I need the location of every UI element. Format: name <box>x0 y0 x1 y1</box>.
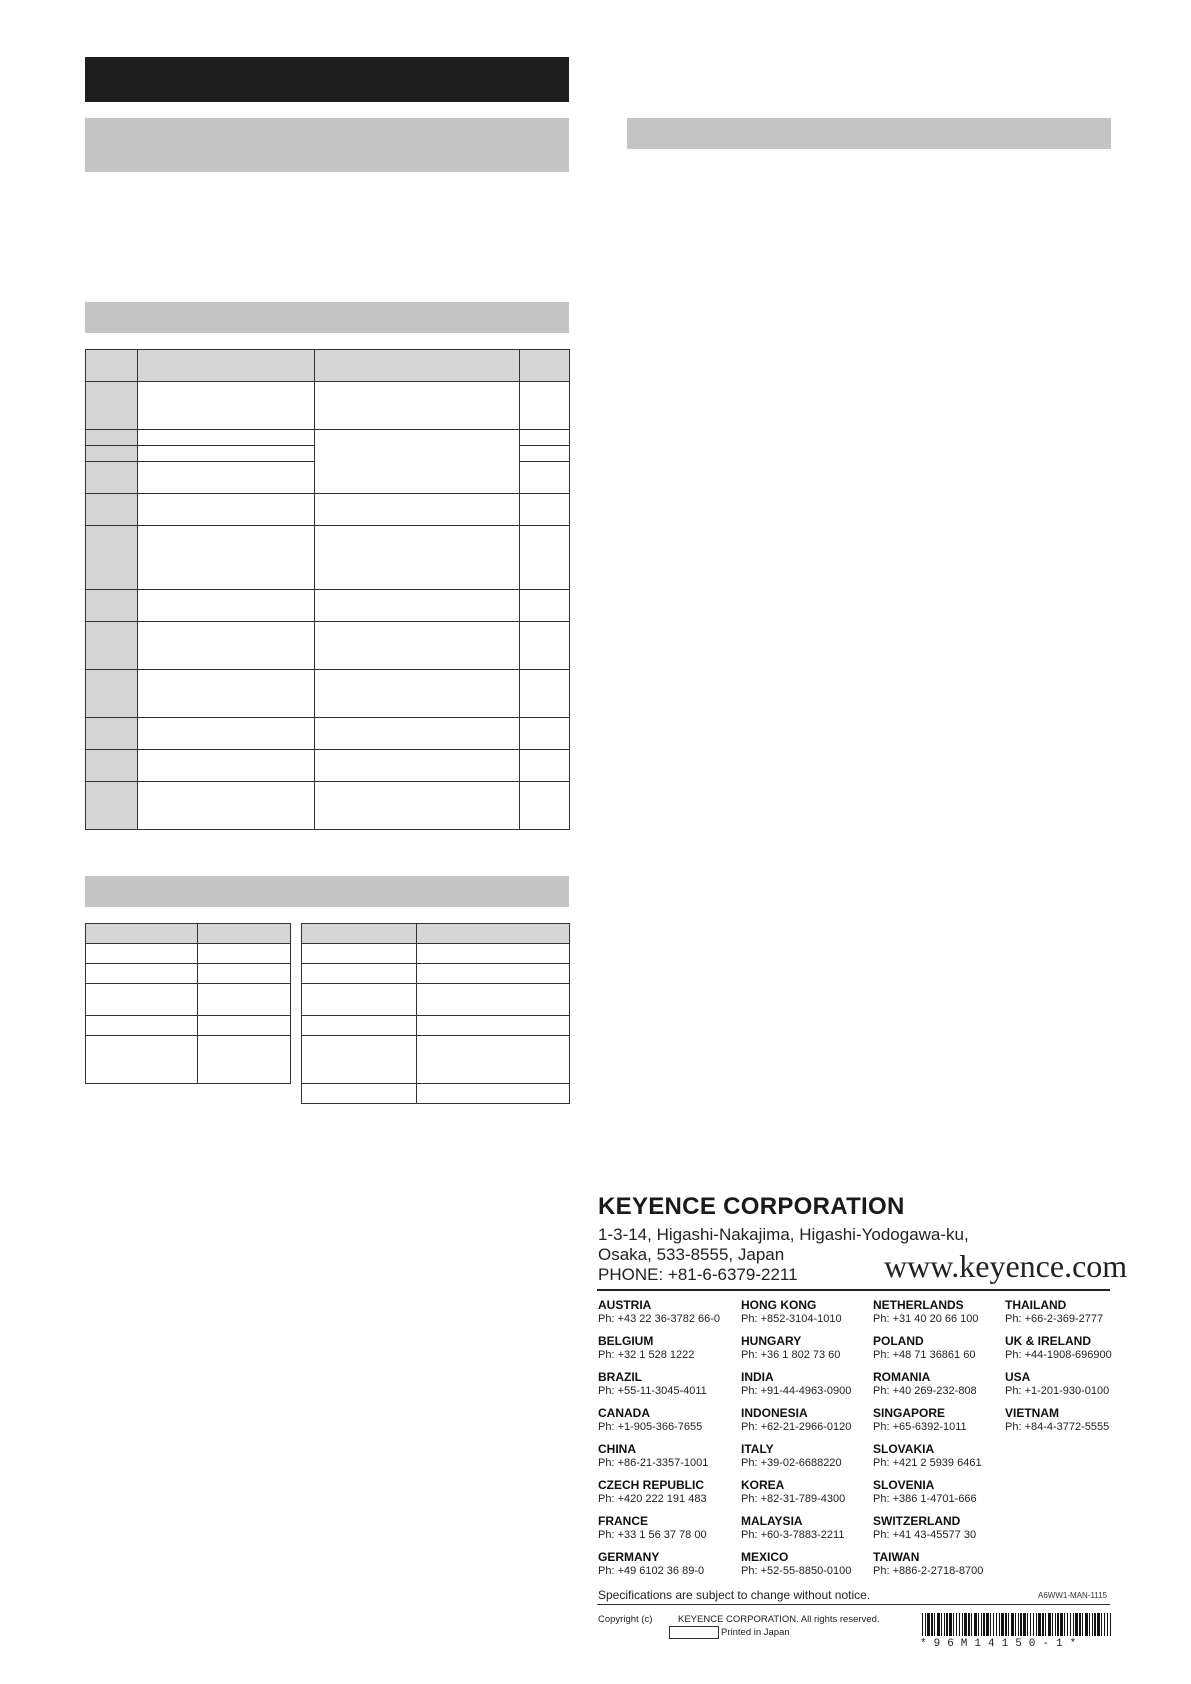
table-row <box>86 782 570 830</box>
table-row <box>86 964 291 984</box>
office-country: INDONESIA <box>741 1406 808 1420</box>
table-row <box>86 622 570 670</box>
office-phone: Ph: +62-21-2966-0120 <box>741 1421 852 1433</box>
small-table-left <box>85 923 291 1084</box>
table-row <box>86 494 570 526</box>
table-row <box>302 944 570 964</box>
office-phone: Ph: +41 43-45577 30 <box>873 1529 977 1541</box>
website-link[interactable]: www.keyence.com <box>884 1248 1128 1284</box>
office-country: GERMANY <box>598 1550 660 1564</box>
office-item <box>598 1370 733 1398</box>
address-line-1: 1-3-14, Higashi-Nakajima, Higashi-Yodogawa-ku, <box>598 1225 969 1244</box>
office-phone: Ph: +55-11-3045-4011 <box>598 1385 707 1397</box>
table-row <box>302 984 570 1016</box>
office-item <box>741 1406 876 1434</box>
office-country: AUSTRIA <box>598 1298 652 1312</box>
office-country: SLOVENIA <box>873 1478 935 1492</box>
office-phone: Ph: +60-3-7883-2211 <box>741 1529 845 1541</box>
office-phone: Ph: +420 222 191 483 <box>598 1493 707 1505</box>
office-phone: Ph: +886-2-2718-8700 <box>873 1565 984 1577</box>
office-phone: Ph: +43 22 36-3782 66-0 <box>598 1313 721 1325</box>
office-item <box>873 1406 1008 1434</box>
title-bar <box>85 57 569 102</box>
document-code: A6WW1-MAN-1115 <box>1038 1591 1108 1600</box>
office-country: UK & IRELAND <box>1005 1334 1091 1348</box>
table-row <box>86 670 570 718</box>
table-row <box>86 590 570 622</box>
office-item <box>741 1550 876 1578</box>
office-item <box>873 1370 1008 1398</box>
office-phone: Ph: +49 6102 36 89-0 <box>598 1565 705 1577</box>
table-row <box>86 1036 291 1084</box>
office-country: HONG KONG <box>741 1298 817 1312</box>
office-phone: Ph: +66-2-369-2777 <box>1005 1313 1104 1325</box>
office-item <box>741 1298 876 1326</box>
office-country: ITALY <box>741 1442 774 1456</box>
office-phone: Ph: +1-905-366-7655 <box>598 1421 703 1433</box>
office-item <box>598 1298 733 1326</box>
table-header-row <box>302 924 570 944</box>
table-row <box>86 984 291 1016</box>
office-item <box>741 1334 876 1362</box>
office-country: NETHERLANDS <box>873 1298 964 1312</box>
table-row <box>86 718 570 750</box>
office-country: BELGIUM <box>598 1334 654 1348</box>
office-item <box>873 1550 1008 1578</box>
company-name: KEYENCE CORPORATION <box>598 1193 905 1220</box>
table-row <box>86 944 291 964</box>
address-line-2: Osaka, 533-8555, Japan <box>598 1245 785 1264</box>
office-phone: Ph: +386 1-4701-666 <box>873 1493 977 1505</box>
office-country: VIETNAM <box>1005 1406 1059 1420</box>
office-item <box>873 1334 1008 1362</box>
office-country: BRAZIL <box>598 1370 642 1384</box>
table-row <box>86 1016 291 1036</box>
table-row <box>302 1016 570 1036</box>
divider <box>597 1289 1110 1291</box>
office-phone: Ph: +40 269-232-808 <box>873 1385 977 1397</box>
table-row <box>302 1084 570 1104</box>
office-country: INDIA <box>741 1370 774 1384</box>
section-header-2 <box>85 302 569 333</box>
office-item <box>873 1478 1008 1506</box>
office-phone: Ph: +65-6392-1011 <box>873 1421 967 1433</box>
office-item <box>1005 1370 1110 1398</box>
table-header-row <box>86 350 570 382</box>
barcode-number: *96M14150-1* <box>920 1638 1084 1650</box>
section-header-1 <box>85 118 569 172</box>
office-country: MALAYSIA <box>741 1514 803 1528</box>
copyright-label: Copyright (c) <box>598 1614 653 1625</box>
office-item <box>741 1442 876 1470</box>
office-phone: Ph: +44-1908-696900 <box>1005 1349 1112 1361</box>
office-item <box>873 1442 1008 1470</box>
print-code-box <box>669 1626 719 1639</box>
office-phone: Ph: +82-31-789-4300 <box>741 1493 846 1505</box>
office-country: MEXICO <box>741 1550 789 1564</box>
table-row <box>302 1036 570 1084</box>
footer-divider <box>597 1604 1110 1605</box>
office-country: SWITZERLAND <box>873 1514 961 1528</box>
office-item <box>741 1370 876 1398</box>
spec-table <box>85 349 570 830</box>
office-item <box>598 1550 733 1578</box>
office-country: TAIWAN <box>873 1550 920 1564</box>
printed-in: Printed in Japan <box>721 1627 790 1638</box>
office-item <box>873 1514 1008 1542</box>
section-header-3 <box>85 876 569 907</box>
table-row <box>86 382 570 430</box>
office-country: FRANCE <box>598 1514 648 1528</box>
table-row <box>302 964 570 984</box>
office-country: HUNGARY <box>741 1334 802 1348</box>
office-country: SINGAPORE <box>873 1406 946 1420</box>
office-phone: Ph: +91-44-4963-0900 <box>741 1385 852 1397</box>
copyright-text: KEYENCE CORPORATION. All rights reserved. <box>678 1614 880 1625</box>
table-row <box>86 750 570 782</box>
office-country: SLOVAKIA <box>873 1442 935 1456</box>
office-country: ROMANIA <box>873 1370 931 1384</box>
office-phone: Ph: +52-55-8850-0100 <box>741 1565 852 1577</box>
office-phone: Ph: +1-201-930-0100 <box>1005 1385 1110 1397</box>
office-item <box>741 1514 876 1542</box>
office-phone: Ph: +31 40 20 66 100 <box>873 1313 979 1325</box>
section-header-right <box>627 118 1111 149</box>
company-phone: PHONE: +81-6-6379-2211 <box>598 1265 798 1284</box>
office-phone: Ph: +33 1 56 37 78 00 <box>598 1529 707 1541</box>
table-row <box>86 430 570 446</box>
specs-notice: Specifications are subject to change without notice. <box>598 1588 871 1602</box>
office-item <box>1005 1406 1110 1434</box>
office-country: KOREA <box>741 1478 785 1492</box>
office-phone: Ph: +84-4-3772-5555 <box>1005 1421 1110 1433</box>
office-country: THAILAND <box>1005 1298 1067 1312</box>
office-phone: Ph: +421 2 5939 6461 <box>873 1457 982 1469</box>
office-item <box>741 1478 876 1506</box>
small-table-right <box>301 923 570 1104</box>
office-phone: Ph: +852-3104-1010 <box>741 1313 842 1325</box>
office-item <box>598 1442 733 1470</box>
table-row <box>86 526 570 590</box>
office-item <box>1005 1298 1110 1326</box>
office-country: CZECH REPUBLIC <box>598 1478 705 1492</box>
office-item <box>598 1406 733 1434</box>
table-header-row <box>86 924 291 944</box>
office-item <box>1005 1334 1110 1362</box>
office-phone: Ph: +86-21-3357-1001 <box>598 1457 709 1469</box>
office-phone: Ph: +32 1 528 1222 <box>598 1349 695 1361</box>
office-country: POLAND <box>873 1334 924 1348</box>
office-item <box>598 1514 733 1542</box>
office-phone: Ph: +48 71 36861 60 <box>873 1349 976 1361</box>
office-item <box>598 1478 733 1506</box>
office-country: CANADA <box>598 1406 650 1420</box>
office-item <box>598 1334 733 1362</box>
barcode-icon <box>922 1613 1112 1636</box>
office-item <box>873 1298 1008 1326</box>
office-country: USA <box>1005 1370 1031 1384</box>
office-country: CHINA <box>598 1442 636 1456</box>
office-phone: Ph: +39-02-6688220 <box>741 1457 842 1469</box>
office-phone: Ph: +36 1 802 73 60 <box>741 1349 841 1361</box>
